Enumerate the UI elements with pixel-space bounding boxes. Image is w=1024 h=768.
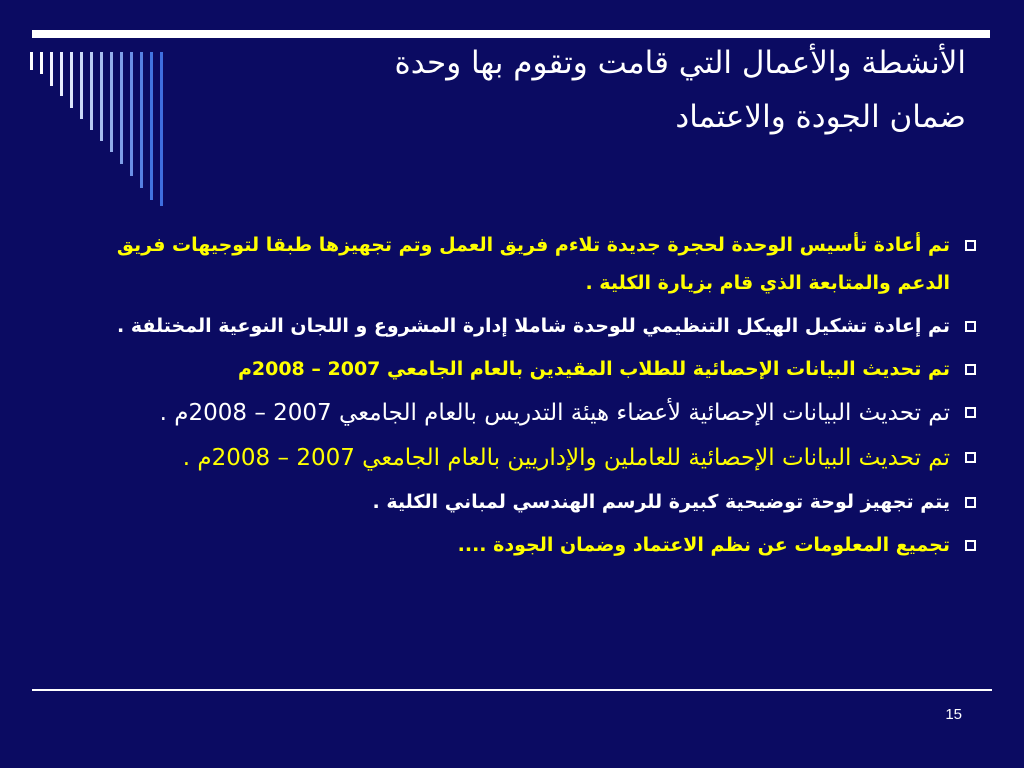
bullet-item — [58, 307, 978, 345]
bullet-text: تم تحديث البيانات الإحصائية للطلاب المقيدين بالعام الجامعي 2007 – 2008م — [237, 358, 950, 380]
page-number: 15 — [945, 706, 962, 723]
decorative-bar — [90, 52, 93, 130]
decorative-bar — [160, 52, 163, 206]
square-bullet-icon — [965, 321, 976, 332]
decorative-bar — [50, 52, 53, 86]
bullet-item — [58, 350, 978, 388]
decorative-bar — [80, 52, 83, 119]
bullet-text: يتم تجهيز لوحة توضيحية كبيرة للرسم الهندسي لمباني الكلية . — [372, 491, 950, 513]
bullet-item — [58, 393, 978, 433]
decorative-bar — [140, 52, 143, 188]
square-bullet-icon — [965, 240, 976, 251]
decorative-bar — [150, 52, 153, 200]
decorative-bar — [110, 52, 113, 152]
square-bullet-icon — [965, 407, 976, 418]
bullet-item — [58, 226, 978, 302]
bottom-rule — [32, 689, 992, 691]
title-line-2: ضمان الجودة والاعتماد — [675, 99, 966, 135]
square-bullet-icon — [965, 497, 976, 508]
bullet-text: تم تحديث البيانات الإحصائية للعاملين والإداريين بالعام الجامعي 2007 – 2008م . — [182, 445, 950, 471]
square-bullet-icon — [965, 452, 976, 463]
decorative-bar — [100, 52, 103, 141]
decorative-bar — [120, 52, 123, 164]
decorative-bars — [30, 52, 170, 212]
decorative-bar — [70, 52, 73, 108]
square-bullet-icon — [965, 364, 976, 375]
decorative-bar — [60, 52, 63, 96]
bullet-list — [58, 226, 978, 569]
bullet-text: تم إعادة تشكيل الهيكل التنظيمي للوحدة شاملا إدارة المشروع و اللجان النوعية المختلفة . — [117, 315, 950, 337]
bullet-text: تم تحديث البيانات الإحصائية لأعضاء هيئة التدريس بالعام الجامعي 2007 – 2008م . — [159, 400, 950, 426]
bullet-text: تم أعادة تأسيس الوحدة لحجرة جديدة تلاءم فريق العمل وتم تجهيزها طبقا لتوجيهات فريق الدعم والمتابعة الذي قام بزيارة الكلية . — [116, 234, 950, 294]
bullet-item — [58, 438, 978, 478]
decorative-bar — [40, 52, 43, 74]
decorative-bar — [30, 52, 33, 70]
title-line-1: الأنشطة والأعمال التي قامت وتقوم بها وحدة — [394, 45, 966, 81]
decorative-bar — [130, 52, 133, 176]
bullet-item — [58, 483, 978, 521]
bullet-item — [58, 526, 978, 564]
square-bullet-icon — [965, 540, 976, 551]
slide-title — [226, 36, 966, 144]
bullet-text: تجميع المعلومات عن نظم الاعتماد وضمان الجودة .... — [457, 534, 950, 556]
